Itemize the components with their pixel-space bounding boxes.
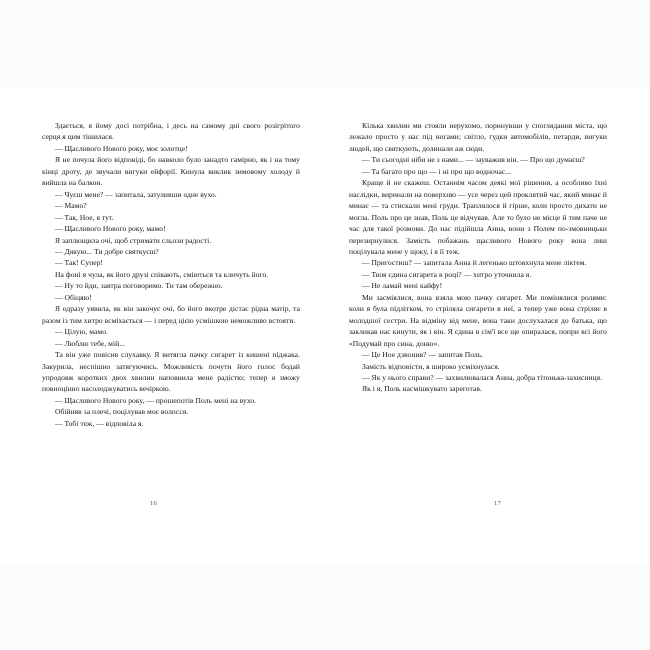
paragraph: — Щасливого Нового року, — прошепотів Поль мені на вухо. <box>55 395 257 405</box>
paragraph: Кілька хвилин ми стояли нерухомо, поринувши у споглядання міста, що лежало просто у нас під ногами; світло, гудки автомобілів, петарди, вигуки людей, що святкують, долинали аж сюди. <box>349 121 607 153</box>
page-right-textblock <box>349 120 607 395</box>
paragraph: — Не ламай мені кайфу! <box>362 281 443 291</box>
paragraph: — Обіцяю! <box>55 292 92 302</box>
paragraph: — Цілую, мамо. <box>55 327 108 337</box>
paragraph: Здається, я йому досі потрібна, і десь на самому дні свого розігрітого серця я цим тішилася. <box>42 121 300 142</box>
paragraph: — Ти сьогодні ніби не з нами... — зауважив він. — Про що думаєш? <box>362 155 585 165</box>
paragraph: Я одразу уявила, як він закочує очі, бо його вкотре дістає рідна матір, та разом із тим хитро всміхається — і перед цією усмішкою неможливо встояти. <box>42 304 300 325</box>
page-number-left: 16 <box>149 500 158 507</box>
page-left-textblock <box>42 120 300 429</box>
paragraph: — Чуєш мене? — запитала, затуливши одне вухо. <box>55 189 217 199</box>
paragraph: — Щасливого Нового року, мамо! <box>55 224 166 234</box>
page-number-right: 17 <box>493 500 502 507</box>
page-right <box>325 88 650 562</box>
paragraph: — Люблю тебе, мій... <box>55 338 125 348</box>
paragraph: — Тобі теж, — відповіла я. <box>55 418 144 428</box>
paragraph: Я заплющила очі, щоб стримати сльози радості. <box>55 235 212 245</box>
paragraph: — Так, Ное, я тут. <box>55 212 114 222</box>
paragraph: — Та багато про що — і ні про що водночас... <box>362 166 512 176</box>
book-spread <box>0 88 650 562</box>
page-left <box>0 88 325 562</box>
paragraph: Обійняв за плечі, поцілував моє волосся. <box>55 407 189 417</box>
paragraph: — Щасливого Нового року, моє золотце! <box>55 143 188 153</box>
paragraph: Та він уже повісив слухавку. Я витягла пачку сигарет із кишені піджака. Закурила, неспішно затягуючись. Можливість почути його голос бодай упродовж коротких двох хвилин наповнила мене радістю; тепер я зможу повноцінно насолоджуватись вечіркою. <box>42 350 300 394</box>
paragraph: — Дякую... Ти добре святкуєш? <box>55 246 159 256</box>
paragraph: — Це Ное дзвонив? — запитав Поль. <box>362 350 484 360</box>
paragraph: Як і я, Поль насмішкувато зареготав. <box>362 384 482 394</box>
paragraph: — Так! Супер! <box>55 258 104 268</box>
paragraph: Замість відповісти, я широко усміхнулася. <box>362 361 500 371</box>
paragraph: — Як у нього справи? — захвилювалася Анна, добра тітонька-захисниця. <box>362 372 603 382</box>
paragraph: Краще й не скажеш. Останнім часом деякі мої рішення, а особливо їхні наслідки, виринали на поверхню — усе через цей проклятий час, який минає й минає — та стискали мені груди. Траплялося й гірше, коли просто дихати не могла. Поль про це знав, Поль це відчував. Але то було не місце й тим паче не час для такої розмови. До нас підійшла Анна, вони з Полем по-змовницьки перезирнулися. Замість побажань щасливого Нового року вона лиш поцілувала мене у щоку, і я її теж. <box>349 178 607 256</box>
paragraph: Я не почула його відповіді, бо навколо було занадто гамірно, як і на тому кінці дроту, де звучали вигуки ейфорії. Кинула виклик зимовому холоду й вийшла на балкон. <box>42 155 300 188</box>
paragraph: — Пригостиш? — запитала Анна й легенько штовхнула мене ліктем. <box>362 258 587 268</box>
paragraph: — Твоя єдина сигарета в році? — хитро уточнила я. <box>362 269 532 279</box>
paragraph: — Мамо? <box>55 201 87 211</box>
paragraph: Ми засміялися, вона взяла мою пачку сигарет. Ми помінялися ролями: коли я була підлітком, то стріляла сигарети в неї, а тепер уже вона стріляє в молодшої сестри. На відміну від мене, вона таки дослухалася до батька, що закликав нас кинути, як і він. Я єдина в сім'ї все ще опиралася, попри всі його «Подумай про сина, доню». <box>349 292 607 348</box>
paragraph: На фоні я чула, як його друзі співають, сміються та кличуть його. <box>55 269 269 279</box>
paragraph: — Ну то йди, завтра поговоримо. Ти там обережно. <box>55 281 223 291</box>
